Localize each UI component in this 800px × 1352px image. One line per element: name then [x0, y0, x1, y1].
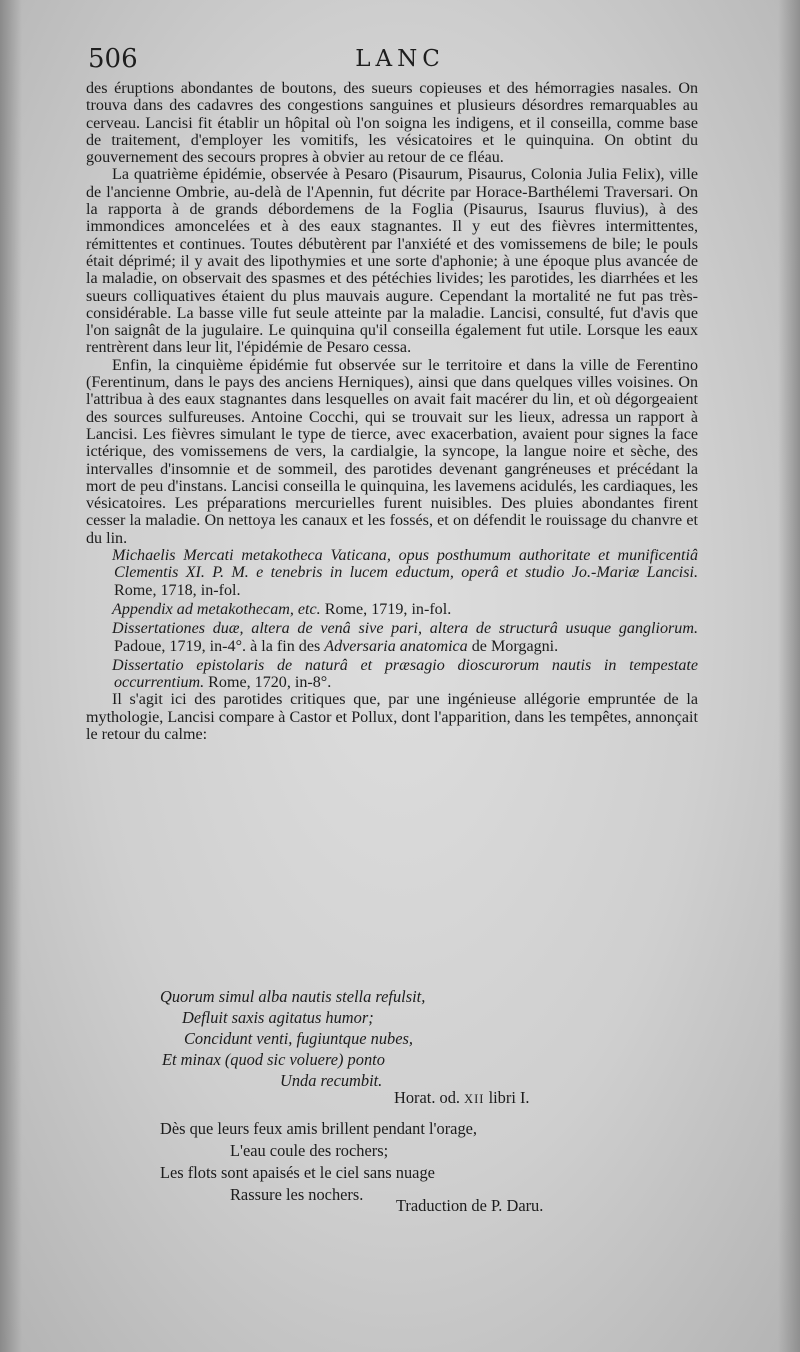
bibliography-title: Dissertationes duæ, altera de venâ sive pari, altera de structurâ usuque gangliorum.	[112, 620, 698, 638]
closing-paragraph: Il s'agit ici des parotides critiques que, par une ingénieuse allégorie empruntée de la mythologie, Lancisi compare à Castor et Pollux, dont l'apparition, dans les tempêtes, annonçait le retour du calme:	[86, 691, 698, 743]
translation-credit: Traduction de P. Daru.	[396, 1196, 544, 1215]
latin-poem	[160, 986, 640, 1091]
bibliography-entry-3	[86, 620, 698, 655]
french-translation	[160, 1118, 640, 1206]
bibliography-entry-4	[86, 657, 698, 692]
bibliography-title: Dissertatio epistolaris de naturâ et præsagio dioscurorum nautis in tempestate occurrentium.	[112, 656, 698, 692]
attribution-source: Horat. od.	[394, 1088, 465, 1107]
bibliography-author: de Morgagni.	[467, 637, 559, 655]
poem-line: Concidunt venti, fugiuntque nubes,	[184, 1029, 413, 1048]
poem-attribution	[394, 1088, 530, 1108]
translation-line: Rassure les nochers.	[230, 1185, 364, 1204]
paragraph-3: Enfin, la cinquième épidémie fut observée sur le territoire et dans la ville de Ferentino (Ferentinum, dans le pays des anciens Herniques), ainsi que dans quelques villes voisines. On l'attribua à des eaux stagnantes dans lesquelles on avait fait macérer du lin, et où dégorgeaient des sources sulfureuses. Antoine Cocchi, qui se trouvait sur les lieux, adressa un rapport à Lancisi. Les fièvres simulant le type de tierce, avec exacerbation, avaient pour signes la face ictérique, des vomissemens de vers, la cardialgie, la syncope, la langue noire et sèche, des intervalles d'insomnie et de sommeil, des parotides devenant gangréneuses et précédant la mort de peu d'instans. Lancisi conseilla le quinquina, les lavemens acidulés, les cardiaques, les vésicatoires. Les préparations mercurielles furent nuisibles. Des pluies abondantes firent cesser la maladie. On nettoya les canaux et les fossés, et on défendit le rouissage du chanvre et du lin.	[86, 356, 698, 547]
attribution-numeral: XII	[464, 1092, 485, 1106]
attribution-book: libri I.	[484, 1088, 530, 1107]
poem-line: Defluit saxis agitatus humor;	[182, 1008, 374, 1027]
page-number: 506	[88, 44, 138, 74]
page-header	[88, 44, 712, 84]
page-shadow-right	[778, 0, 800, 1352]
text-body	[86, 80, 698, 743]
bibliography-imprint: Rome, 1718, in-fol.	[114, 581, 241, 599]
bibliography-entry-1	[86, 547, 698, 599]
paragraph-2: La quatrième épidémie, observée à Pesaro (Pisaurum, Pisaurus, Colonia Julia Felix), ville de l'ancienne Ombrie, au-delà de l'Apennin, fut décrite par Horace-Barthélemi Traversari. On la rapporta à de grands débordemens de la Foglia (Pisaurus, Isaurus fluvius), à des immondices amoncelées et à des eaux stagnantes. Il y eut des fièvres intermittentes, rémittentes et continues. Toutes débutèrent par l'anxiété et des vomissemens de bile; le pouls était déprimé; il y avait des lipothymies et une sorte d'aphonie; à une époque plus avancée de la maladie, on observait des spasmes et des pétéchies livides; les parotides, les diarrhées et les sueurs colliquatives étaient du plus mauvais augure. Cependant la mortalité ne fut pas très-considérable. La basse ville fut seule atteinte par la maladie. Lancisi, consulté, fut d'avis que l'on saignât de la jugulaire. Le quinquina qu'il conseilla également fut utile. Lorsque les eaux rentrèrent dans leur lit, l'épidémie de Pesaro cessa.	[86, 166, 698, 357]
bibliography-imprint: Padoue, 1719, in-4°. à la fin des	[114, 637, 325, 655]
translation-line: Les flots sont apaisés et le ciel sans nuage	[160, 1163, 435, 1182]
poem-line: Quorum simul alba nautis stella refulsit,	[160, 987, 426, 1006]
bibliography-imprint: Rome, 1720, in-8°.	[204, 674, 332, 692]
paragraph-1: des éruptions abondantes de boutons, des sueurs copieuses et des hémorragies nasales. On trouva dans des cadavres des congestions sanguines et plusieurs désordres remarquables au cerveau. Lancisi fit établir un hôpital où l'on soigna les indigens, et il conseilla, comme base de traitement, d'employer les vomitifs, les vésicatoires et le quinquina. On obtint du gouvernement des secours propres à obvier au retour de ce fléau.	[86, 80, 698, 167]
translation-line: L'eau coule des rochers;	[230, 1141, 389, 1160]
bibliography-imprint: Rome, 1719, in-fol.	[320, 600, 452, 618]
translation-line: Dès que leurs feux amis brillent pendant l'orage,	[160, 1119, 478, 1138]
page-shadow-left	[0, 0, 22, 1352]
running-head: LANC	[355, 46, 445, 72]
bibliography-reference: Adversaria anatomica	[324, 637, 468, 655]
bibliography-title: Appendix ad metakothecam, etc.	[112, 600, 321, 618]
bibliography-title: Michaelis Mercati metakotheca Vaticana, opus posthumum authoritate et munificentiâ Clementis XI. P. M. e tenebris in lucem eductum, operâ et studio Jo.-Mariæ Lancisi.	[112, 547, 698, 582]
poem-line: Et minax (quod sic voluere) ponto	[162, 1050, 385, 1069]
bibliography-entry-2	[86, 601, 698, 618]
poem-line: Unda recumbit.	[280, 1071, 383, 1090]
